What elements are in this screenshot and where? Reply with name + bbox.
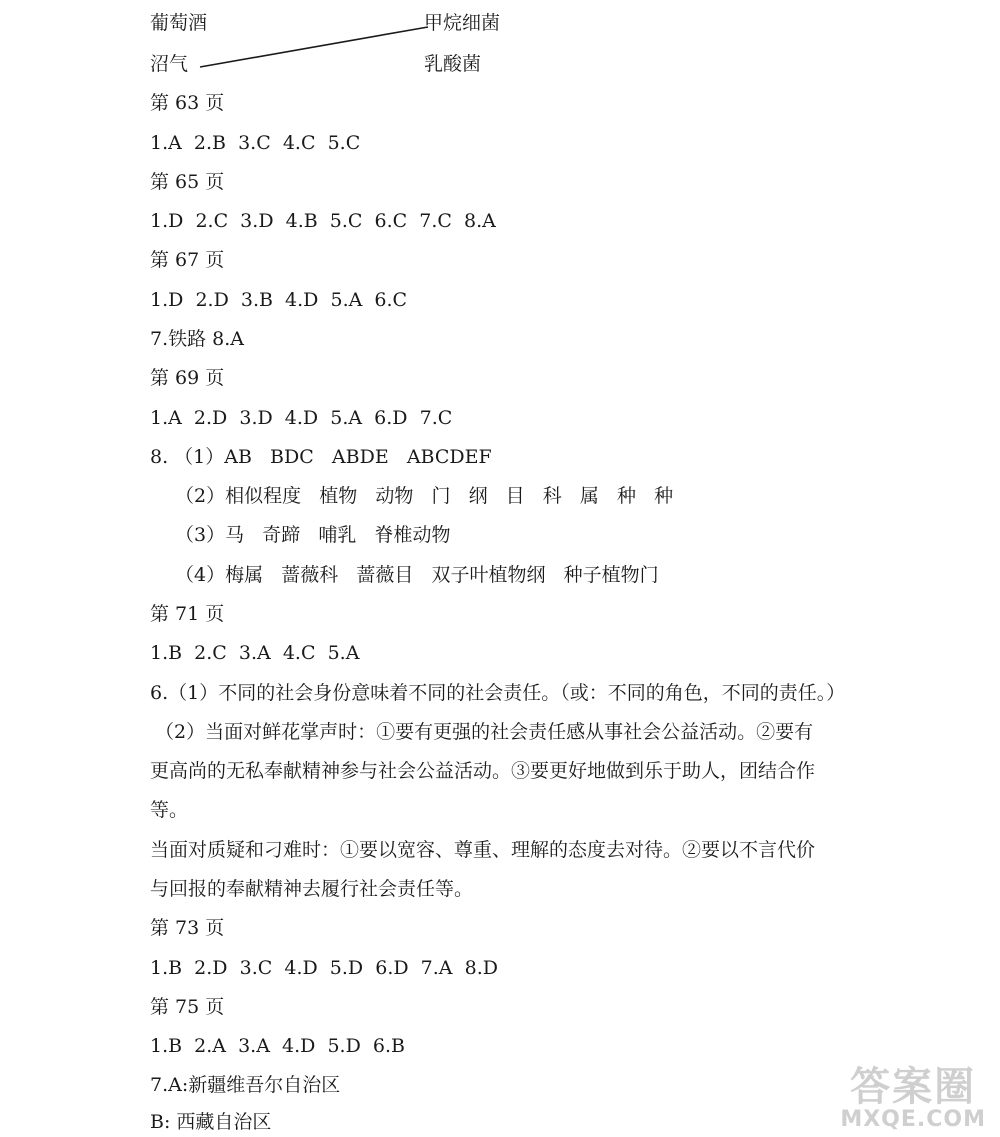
match-right-bottom: 乳酸菌	[424, 53, 482, 75]
answer-paragraph: 6.（1）不同的社会身份意味着不同的社会责任。（或：不同的角色，不同的责任。）	[150, 682, 846, 704]
answer-line: 1.B 2.A 3.A 4.D 5.D 6.B	[150, 1035, 405, 1057]
match-right-top: 甲烷细菌	[424, 12, 501, 34]
answer-line: （4）梅属 蔷薇科 蔷薇目 双子叶植物纲 种子植物门	[175, 564, 659, 586]
match-left-bottom: 沼气	[150, 53, 189, 75]
watermark	[840, 1064, 986, 1132]
watermark-logo: 答案圈	[850, 1064, 977, 1110]
answer-line: （2）相似程度 植物 动物 门 纲 目 科 属 种 种	[175, 485, 674, 507]
answer-line: 7.A:新疆维吾尔自治区	[150, 1074, 341, 1096]
page-heading-65: 第 65 页	[150, 171, 225, 193]
answer-line: 1.B 2.C 3.A 4.C 5.A	[150, 642, 360, 664]
page-heading-69: 第 69 页	[150, 367, 225, 389]
answer-line: 7.铁路 8.A	[150, 328, 245, 350]
match-left-top: 葡萄酒	[150, 12, 208, 34]
answer-line: （3）马 奇蹄 哺乳 脊椎动物	[175, 524, 451, 546]
answer-line: B: 西藏自治区	[150, 1111, 272, 1133]
answer-line: 1.D 2.D 3.B 4.D 5.A 6.C	[150, 289, 408, 311]
answer-paragraph: （2）当面对鲜花掌声时：①要有更强的社会责任感从事社会公益活动。②要有	[155, 721, 814, 743]
page-heading-67: 第 67 页	[150, 249, 225, 271]
match-connector-line	[0, 0, 1000, 80]
answer-paragraph: 与回报的奉献精神去履行社会责任等。	[150, 878, 474, 900]
answer-line: 1.D 2.C 3.D 4.B 5.C 6.C 7.C 8.A	[150, 210, 496, 232]
answer-line: 8. （1）AB BDC ABDE ABCDEF	[150, 446, 492, 468]
answer-paragraph: 等。	[150, 799, 189, 821]
watermark-url: MXQE.COM	[840, 1107, 986, 1132]
page-heading-71: 第 71 页	[150, 603, 225, 625]
answer-line: 1.A 2.D 3.D 4.D 5.A 6.D 7.C	[150, 407, 453, 429]
page-heading-75: 第 75 页	[150, 996, 225, 1018]
answer-line: 1.A 2.B 3.C 4.C 5.C	[150, 132, 361, 154]
page-heading-63: 第 63 页	[150, 92, 225, 114]
answer-line: 1.B 2.D 3.C 4.D 5.D 6.D 7.A 8.D	[150, 957, 498, 979]
answer-paragraph: 更高尚的无私奉献精神参与社会公益活动。③要更好地做到乐于助人，团结合作	[150, 760, 816, 782]
answer-paragraph: 当面对质疑和刁难时：①要以宽容、尊重、理解的态度去对待。②要以不言代价	[150, 839, 816, 861]
page-heading-73: 第 73 页	[150, 917, 225, 939]
